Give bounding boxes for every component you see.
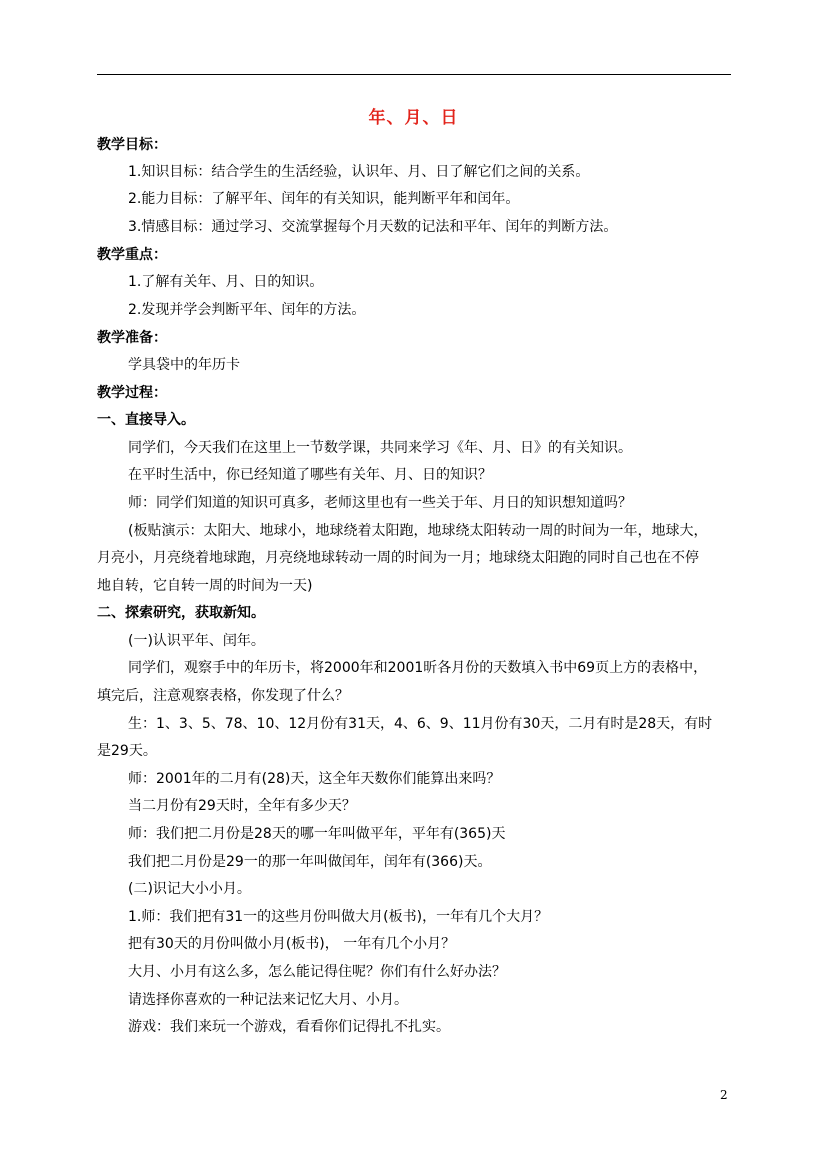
subsection-heading-intro: 一、直接导入。 [97, 412, 195, 428]
paragraph: 地自转，它自转一周的时间为一天) [97, 578, 313, 594]
paragraph: 请选择你喜欢的一种记法来记忆大月、小月。 [128, 992, 408, 1008]
header-rule [97, 74, 731, 75]
paragraph: 把有30天的月份叫做小月(板书)， 一年有几个小月？ [128, 936, 456, 952]
paragraph: 1.了解有关年、月、日的知识。 [128, 274, 324, 290]
paragraph: 师：2001年的二月有(28)天，这全年天数你们能算出来吗？ [128, 771, 501, 787]
paragraph: 学具袋中的年历卡 [128, 357, 240, 373]
paragraph: (一)认识平年、闰年。 [128, 633, 265, 649]
section-heading-process: 教学过程： [97, 385, 167, 401]
paragraph: 我们把二月份是29一的那一年叫做闰年，闰年有(366)天。 [128, 854, 492, 870]
paragraph: 同学们，今天我们在这里上一节数学课，共同来学习《年、月、日》的有关知识。 [128, 440, 632, 456]
subsection-heading-explore: 二、探索研究，获取新知。 [97, 605, 265, 621]
paragraph: 当二月份有29天时，全年有多少天？ [128, 798, 356, 814]
paragraph: 是29天。 [97, 743, 157, 759]
paragraph: 大月、小月有这么多，怎么能记得住呢？你们有什么好办法？ [128, 964, 506, 980]
paragraph: 游戏：我们来玩一个游戏，看看你们记得扎不扎实。 [128, 1019, 450, 1035]
paragraph: 2.发现并学会判断平年、闰年的方法。 [128, 302, 366, 318]
paragraph: 在平时生活中，你已经知道了哪些有关年、月、日的知识？ [128, 467, 492, 483]
paragraph: 填完后，注意观察表格，你发现了什么？ [97, 688, 349, 704]
paragraph: (二)识记大小小月。 [128, 881, 251, 897]
section-heading-goals: 教学目标： [97, 137, 167, 153]
paragraph: 师：我们把二月份是28天的哪一年叫做平年，平年有(365)天 [128, 826, 506, 842]
section-heading-focus: 教学重点： [97, 247, 167, 263]
paragraph: 3.情感目标：通过学习、交流掌握每个月天数的记法和平年、闰年的判断方法。 [128, 219, 618, 235]
page-title: 年、月、日 [368, 108, 459, 128]
paragraph: 生：1、3、5、78、10、12月份有31天，4、6、9、11月份有30天，二月有时是28天，有时 [128, 716, 713, 732]
paragraph: 1.知识目标：结合学生的生活经验，认识年、月、日了解它们之间的关系。 [128, 164, 590, 180]
page-number: 2 [720, 1088, 728, 1102]
paragraph: 1.师：我们把有31一的这些月份叫做大月(板书)，一年有几个大月？ [128, 909, 549, 925]
paragraph: (板贴演示：太阳大、地球小，地球绕着太阳跑，地球绕太阳转动一周的时间为一年，地球大， [128, 523, 708, 539]
paragraph: 师：同学们知道的知识可真多，老师这里也有一些关于年、月日的知识想知道吗？ [128, 495, 632, 511]
paragraph: 2.能力目标：了解平年、闰年的有关知识，能判断平年和闰年。 [128, 191, 520, 207]
paragraph: 月亮小，月亮绕着地球跑，月亮绕地球转动一周的时间为一月；地球绕太阳跑的同时自己也在不停 [97, 550, 699, 566]
section-heading-preparation: 教学准备： [97, 330, 167, 346]
paragraph: 同学们，观察手中的年历卡，将2000年和2001昕各月份的天数填入书中69页上方的表格中， [128, 660, 708, 676]
